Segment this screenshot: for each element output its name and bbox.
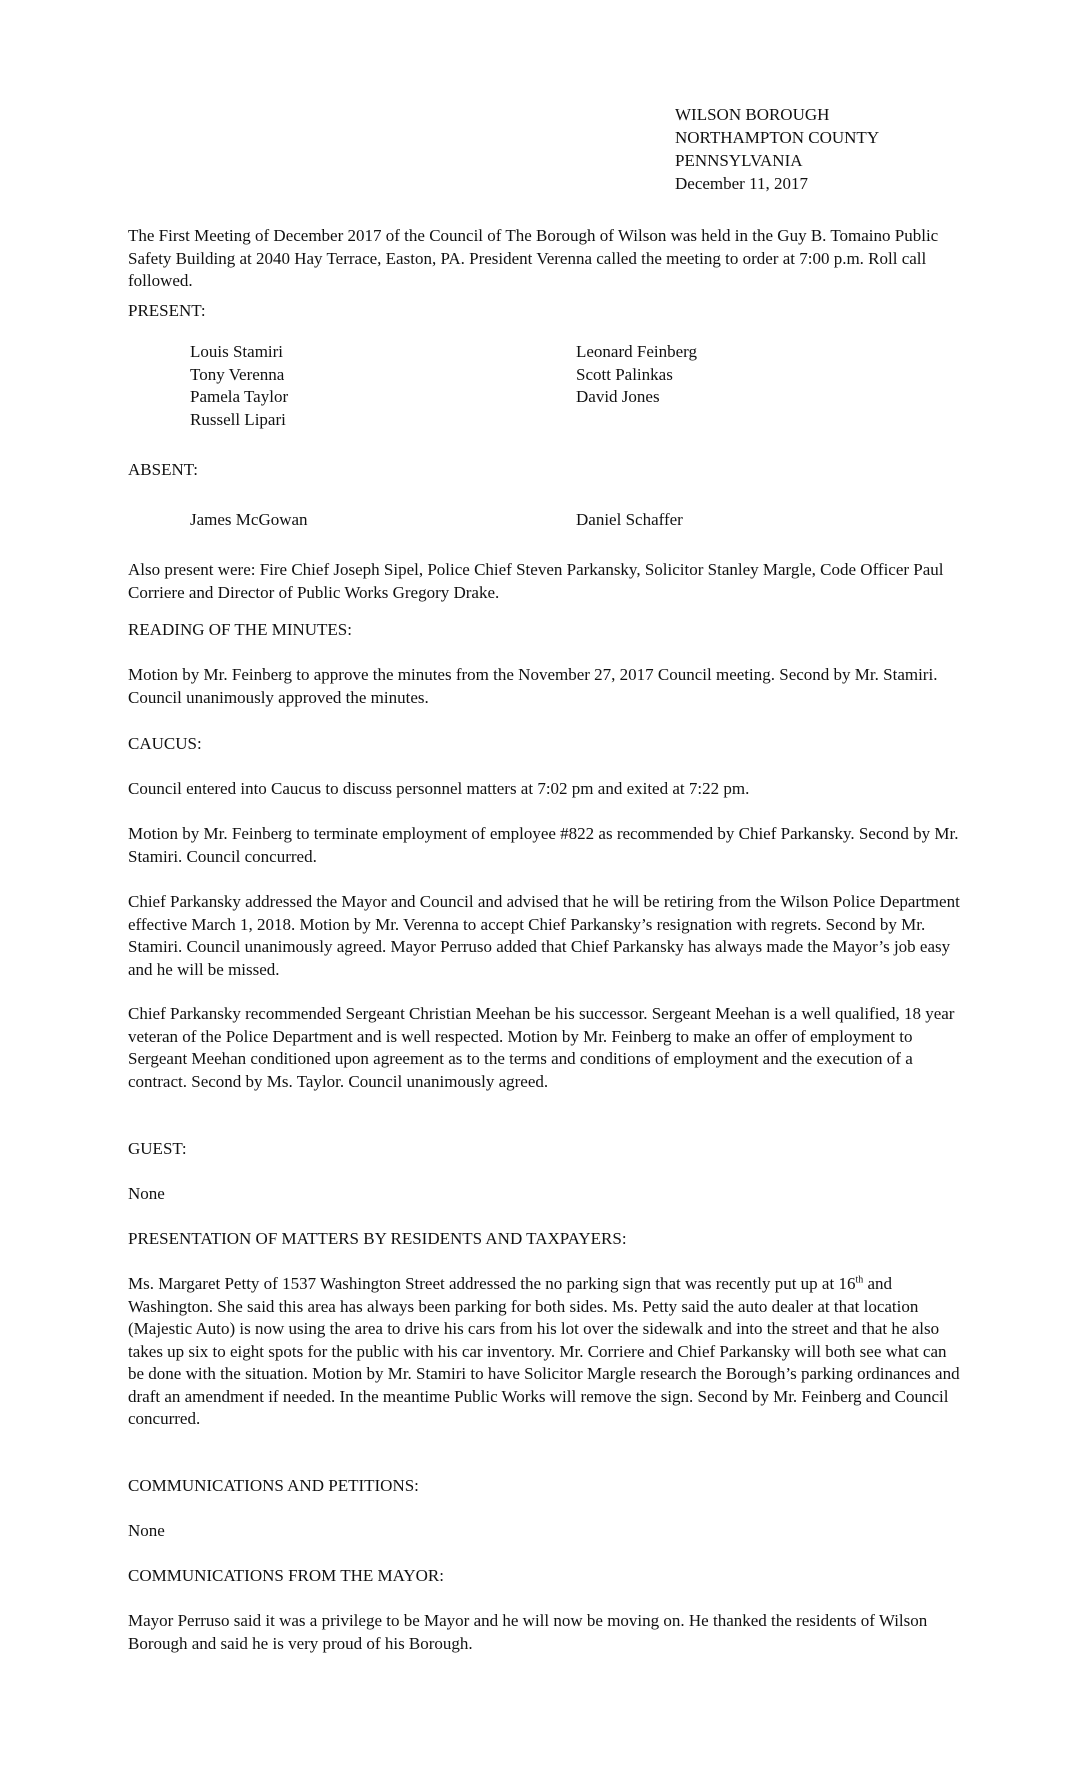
mayor-paragraph: Mayor Perruso said it was a privilege to be Mayor and he will now be moving on. He thanked the residents of Wilson Borough and said he is very proud of his Borough.: [128, 1611, 928, 1653]
residents-heading: PRESENTATION OF MATTERS BY RESIDENTS AND TAXPAYERS:: [128, 1229, 627, 1248]
header-state: PENNSYLVANIA: [675, 151, 803, 170]
also-present-paragraph: Also present were: Fire Chief Joseph Sipel, Police Chief Steven Parkansky, Solicitor Stanley Margle, Code Officer Paul Corriere and Director of Public Works Gregory Drake.: [128, 560, 944, 602]
present-member: Tony Verenna: [190, 364, 285, 384]
caucus-paragraph: Council entered into Caucus to discuss personnel matters at 7:02 pm and exited at 7:22 pm.: [128, 779, 750, 798]
residents-text: and Washington. She said this area has always been parking for both sides. Ms. Petty said the auto dealer at that location (Majestic Auto) is now using the area to drive his cars from his lot over the sidewalk and into the street and that he also takes up six to eight spots for the public with his car inventory. Mr. Corriere and Chief Parkansky will both see what can be done with the situation. Motion by Mr. Stamiri to have Solicitor Margle research the Borough’s parking ordinances and draft an amendment if needed. In the meantime Public Works will remove the sign. Second by Mr. Feinberg and Council concurred.: [128, 1274, 960, 1428]
present-member: Russell Lipari: [190, 409, 286, 429]
header-date: December 11, 2017: [675, 174, 808, 193]
caucus-paragraph: Chief Parkansky recommended Sergeant Christian Meehan be his successor. Sergeant Meehan is a well qualified, 18 year veteran of the Police Department and is well respected. Motion by Mr. Feinberg to make an offer of employment to Sergeant Meehan conditioned upon agreement as to the terms and conditions of employment and the execution of a contract. Second by Ms. Taylor. Council unanimously agreed.: [128, 1004, 955, 1091]
present-right-column: [576, 341, 697, 409]
guest-heading: GUEST:: [128, 1139, 187, 1158]
present-left-column: [190, 341, 288, 431]
guest-text: None: [128, 1184, 165, 1203]
header-county: NORTHAMPTON COUNTY: [675, 128, 880, 147]
residents-paragraph: [128, 1273, 960, 1431]
residents-superscript: th: [855, 1274, 864, 1286]
minutes-heading: READING OF THE MINUTES:: [128, 620, 352, 639]
present-member: Scott Palinkas: [576, 364, 673, 384]
caucus-paragraph: Chief Parkansky addressed the Mayor and Council and advised that he will be retiring from the Wilson Police Department effective March 1, 2018. Motion by Mr. Verenna to accept Chief Parkansky’s resignation with regrets. Second by Mr. Stamiri. Council unanimously agreed. Mayor Perruso added that Chief Parkansky has always made the Mayor’s job easy and he will be missed.: [128, 892, 960, 979]
absent-member: James McGowan: [190, 510, 308, 529]
mayor-heading: COMMUNICATIONS FROM THE MAYOR:: [128, 1566, 444, 1585]
absent-heading: ABSENT:: [128, 460, 198, 479]
present-member: Louis Stamiri: [190, 342, 284, 361]
present-member: David Jones: [576, 387, 660, 406]
present-heading: PRESENT:: [128, 301, 206, 320]
present-member: Leonard Feinberg: [576, 342, 698, 361]
caucus-heading: CAUCUS:: [128, 734, 202, 753]
residents-text: Ms. Margaret Petty of 1537 Washington Street addressed the no parking sign that was recently put up at 16: [128, 1274, 856, 1293]
header-borough: WILSON BOROUGH: [675, 105, 830, 124]
document-header: [675, 103, 879, 195]
communications-text: None: [128, 1521, 165, 1540]
communications-heading: COMMUNICATIONS AND PETITIONS:: [128, 1476, 419, 1495]
caucus-paragraph: Motion by Mr. Feinberg to terminate employment of employee #822 as recommended by Chief Parkansky. Second by Mr. Stamiri. Council concurred.: [128, 824, 959, 866]
present-member: Pamela Taylor: [190, 387, 289, 406]
minutes-paragraph: Motion by Mr. Feinberg to approve the minutes from the November 27, 2017 Council meeting. Second by Mr. Stamiri. Council unanimously approved the minutes.: [128, 665, 938, 707]
absent-member: Daniel Schaffer: [576, 510, 683, 529]
intro-paragraph: The First Meeting of December 2017 of the Council of The Borough of Wilson was held in the Guy B. Tomaino Public Safety Building at 2040 Hay Terrace, Easton, PA. President Verenna called the meeting to order at 7:00 p.m. Roll call followed.: [128, 226, 939, 290]
